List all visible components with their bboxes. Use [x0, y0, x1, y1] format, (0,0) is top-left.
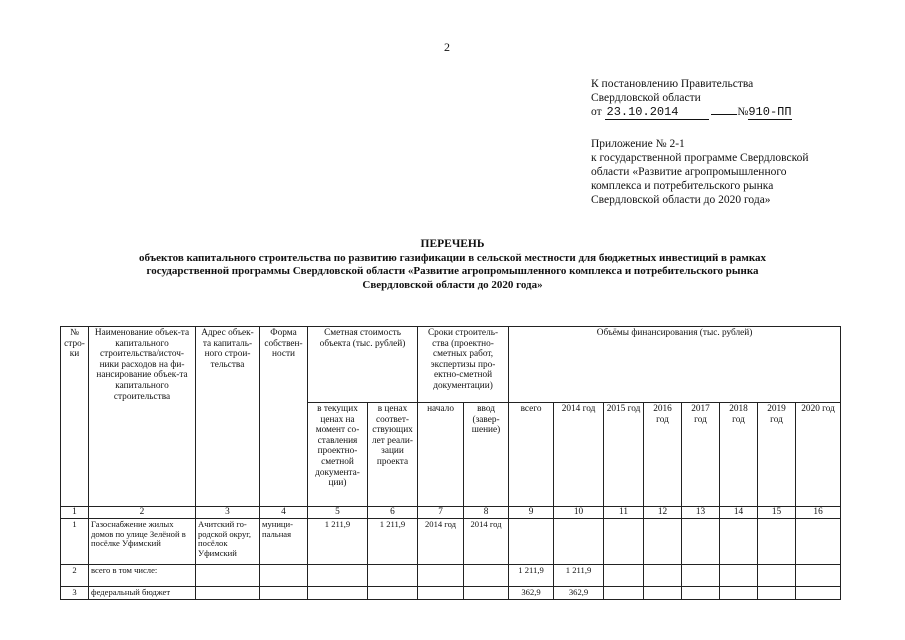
cell-est-current — [308, 587, 368, 600]
cell-end — [464, 565, 509, 587]
header-2020: 2020 год — [796, 403, 841, 507]
col-number: 2 — [89, 507, 196, 519]
header-2017: 2017 год — [682, 403, 720, 507]
header-2016: 2016 год — [644, 403, 682, 507]
heading-line-3: Свердловской области до 2020 года» — [362, 278, 543, 291]
cell-no: 3 — [61, 587, 89, 600]
col-number: 1 — [61, 507, 89, 519]
header-est-current: в текущих ценах на момент со-ставления проектно-сметной документа-ции) — [308, 403, 368, 507]
appendix-line-4: комплекса и потребительского рынка — [591, 180, 774, 192]
cell-no: 1 — [61, 519, 89, 565]
heading-title: ПЕРЕЧЕНЬ — [420, 238, 485, 250]
header-2014: 2014 год — [554, 403, 604, 507]
header-terms: Сроки строитель-ства (проектно-сметных работ, экспертизы про-ектно-сметной документации) — [418, 327, 509, 403]
cell-name: федеральный бюджет — [89, 587, 196, 600]
cell-total — [509, 519, 554, 565]
col-number: 13 — [682, 507, 720, 519]
cell-est-forecast — [368, 587, 418, 600]
table-row — [61, 587, 841, 600]
cell-start — [418, 565, 464, 587]
col-number: 9 — [509, 507, 554, 519]
cell-2014 — [554, 519, 604, 565]
col-number: 8 — [464, 507, 509, 519]
objects-table — [60, 326, 841, 600]
cell-address: Ачитский го-родской округ, посёлок Уфимский — [196, 519, 260, 565]
cell-start: 2014 год — [418, 519, 464, 565]
header-name: Наименование объек-та капитального строительства/источ-ники расходов на фи-нансирование объек-та капитального строительства — [89, 327, 196, 507]
number-prefix: № — [737, 106, 749, 118]
cell-total: 1 211,9 — [509, 565, 554, 587]
appendix-line-2: к государственной программе Свердловской — [591, 152, 809, 164]
header-est-forecast: в ценах соответ-ствующих лет реали-зации проекта — [368, 403, 418, 507]
table-row — [61, 565, 841, 587]
approval-line-1: К постановлению Правительства — [591, 78, 754, 90]
approval-number: 910-ПП — [748, 105, 792, 119]
col-number: 16 — [796, 507, 841, 519]
header-start: начало — [418, 403, 464, 507]
col-number: 11 — [604, 507, 644, 519]
date-prefix: от — [591, 106, 602, 118]
col-number: 4 — [260, 507, 308, 519]
page-number: 2 — [444, 40, 450, 54]
cell-2014: 1 211,9 — [554, 565, 604, 587]
header-funding: Объёмы финансирования (тыс. рублей) — [509, 327, 841, 403]
cell-name: всего в том числе: — [89, 565, 196, 587]
cell-start — [418, 587, 464, 600]
cell-end: 2014 год — [464, 519, 509, 565]
col-number: 5 — [308, 507, 368, 519]
col-number: 15 — [758, 507, 796, 519]
appendix-line-5: Свердловской области до 2020 года» — [591, 194, 771, 206]
header-ownership: Форма собствен-ности — [260, 327, 308, 507]
header-row-no: № стро-ки — [61, 327, 89, 507]
col-number: 12 — [644, 507, 682, 519]
cell-address — [196, 587, 260, 600]
header-end: ввод (завер-шение) — [464, 403, 509, 507]
header-address: Адрес объек-та капиталь-ного строи-тельства — [196, 327, 260, 507]
appendix-line-1: Приложение № 2-1 — [591, 138, 685, 150]
cell-est-current: 1 211,9 — [308, 519, 368, 565]
cell-total: 362,9 — [509, 587, 554, 600]
heading-line-1: объектов капитального строительства по развитию газификации в сельской местности для бюджетных инвестиций в рамках — [138, 251, 767, 264]
heading-line-2: государственной программы Свердловской области «Развитие агропромышленного комплекса и потребительского рынка — [146, 265, 759, 277]
approval-date: 23.10.2014 — [605, 105, 709, 120]
table-row — [61, 519, 841, 565]
approval-line-2: Свердловской области — [591, 92, 701, 104]
col-number: 10 — [554, 507, 604, 519]
header-total: всего — [509, 403, 554, 507]
cell-est-forecast — [368, 565, 418, 587]
cell-2014: 362,9 — [554, 587, 604, 600]
col-number: 14 — [720, 507, 758, 519]
document-heading — [60, 238, 845, 292]
header-2019: 2019 год — [758, 403, 796, 507]
col-number: 3 — [196, 507, 260, 519]
header-2018: 2018 год — [720, 403, 758, 507]
cell-est-forecast: 1 211,9 — [368, 519, 418, 565]
header-estimate: Сметная стоимость объекта (тыс. рублей) — [308, 327, 418, 403]
header-2015: 2015 год — [604, 403, 644, 507]
cell-est-current — [308, 565, 368, 587]
appendix-block — [591, 137, 891, 207]
cell-ownership — [260, 587, 308, 600]
approval-block — [591, 77, 891, 120]
appendix-line-3: области «Развитие агропромышленного — [591, 166, 787, 178]
col-number: 7 — [418, 507, 464, 519]
col-number: 6 — [368, 507, 418, 519]
cell-ownership — [260, 565, 308, 587]
cell-ownership: муници-пальная — [260, 519, 308, 565]
cell-end — [464, 587, 509, 600]
cell-address — [196, 565, 260, 587]
cell-no: 2 — [61, 565, 89, 587]
approval-date-line — [591, 105, 891, 120]
cell-name: Газоснабжение жилых домов по улице Зелёной в посёлке Уфимский — [89, 519, 196, 565]
column-number-row — [61, 507, 841, 519]
